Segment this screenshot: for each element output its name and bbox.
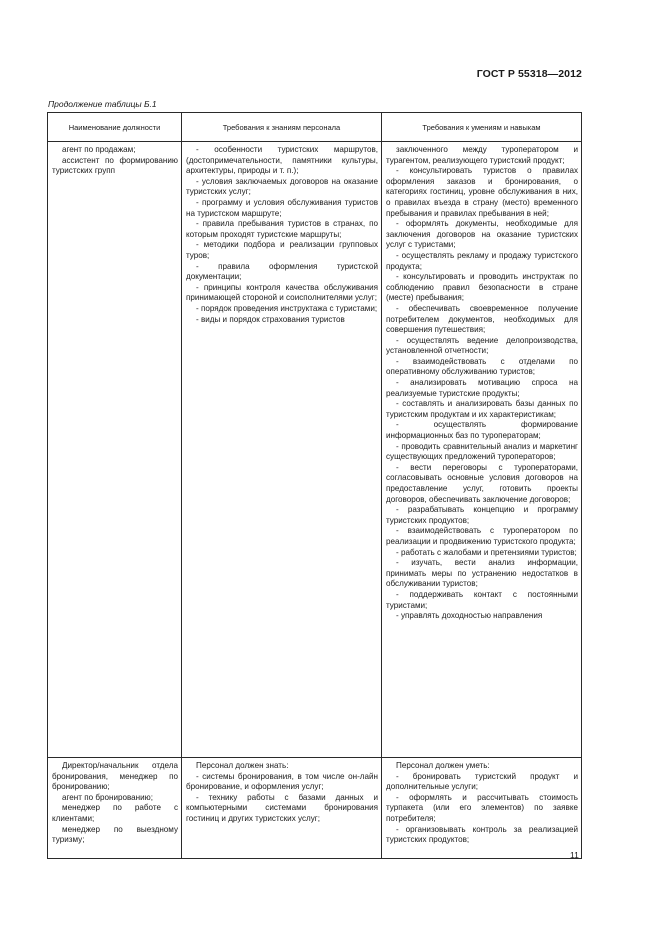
text-paragraph: - правила пребывания туристов в странах, по которым проходят туристские маршруты; bbox=[186, 219, 378, 239]
text-paragraph: - обеспечивать своевременное получение потребителем документов, необходимых для совершения путешествия; bbox=[386, 303, 578, 335]
table-continuation-caption: Продолжение таблицы Б.1 bbox=[48, 99, 157, 109]
text-paragraph: - условия заключаемых договоров на оказание туристских услуг; bbox=[186, 176, 378, 197]
text-paragraph: - консультировать и проводить инструктаж по соблюдению правил безопасности в стране (месте) пребывания; bbox=[386, 272, 578, 303]
page-number: 11 bbox=[570, 850, 579, 860]
text-paragraph: заключенного между туроператором и турагентом, реализующего туристский продукт; bbox=[386, 145, 578, 165]
text-paragraph: - разрабатывать концепцию и программу туристских продуктов; bbox=[386, 505, 578, 525]
text-paragraph: - поддерживать контакт с постоянными туристами; bbox=[386, 589, 578, 610]
knowledge-list bbox=[182, 758, 381, 858]
position-list bbox=[48, 142, 181, 757]
text-paragraph: менеджер по выездному туризму; bbox=[52, 824, 178, 845]
text-paragraph: - управлять доходностью направления bbox=[396, 611, 543, 621]
column-header-position: Наименование должности bbox=[48, 113, 182, 142]
text-paragraph: - работать с жалобами и претензиями туристов; bbox=[396, 547, 577, 557]
text-paragraph: Персонал должен знать: bbox=[196, 761, 289, 770]
text-paragraph: - анализировать мотивацию спроса на реализуемые туристские продукты; bbox=[386, 378, 578, 398]
text-paragraph: - осуществлять формирование информационных баз по туроператорам; bbox=[386, 420, 578, 441]
text-paragraph: менеджер по работе с клиентами; bbox=[52, 803, 178, 823]
requirements-table bbox=[47, 112, 582, 859]
text-paragraph: - проводить сравнительный анализ и маркетинг существующих предложений туроператоров; bbox=[386, 441, 578, 462]
skills-cell bbox=[382, 758, 582, 859]
text-paragraph: - программу и условия обслуживания туристов на туристском маршруте; bbox=[186, 197, 378, 218]
column-header-knowledge: Требования к знаниям персонала bbox=[182, 113, 382, 142]
text-paragraph: - методики подбора и реализации групповых туров; bbox=[186, 240, 378, 260]
position-cell bbox=[48, 758, 182, 859]
text-paragraph: - организовывать контроль за реализацией туристских продуктов; bbox=[386, 824, 578, 845]
text-paragraph: - порядок проведения инструктажа с туристами; bbox=[196, 303, 378, 313]
text-paragraph: - взаимодействовать с туроператором по реализации и продвижению туристского продукта; bbox=[386, 526, 578, 546]
text-paragraph: Директор/начальник отдела бронирования, менеджер по бронированию; bbox=[52, 761, 178, 792]
table-row bbox=[48, 142, 582, 758]
text-paragraph: ассистент по формированию туристских групп bbox=[52, 155, 178, 176]
text-paragraph: - оформлять и рассчитывать стоимость турпакета (или его элементов) по заявке потребителя; bbox=[386, 792, 578, 823]
skills-list bbox=[382, 758, 581, 858]
skills-list bbox=[382, 142, 581, 757]
text-paragraph: - составлять и анализировать базы данных по туристским продуктам и их характеристикам; bbox=[386, 399, 578, 419]
table-row bbox=[48, 758, 582, 859]
text-paragraph: - консультировать туристов о правилах оформления заказов и бронирования, о категориях гостиниц, уровне обслуживания в них, о правилах въезда в страну (место) временного пребывания и правилах пребывания в ней; bbox=[386, 166, 578, 218]
text-paragraph: - принципы контроля качества обслуживания принимающей стороной и соисполнителями услуг; bbox=[186, 282, 378, 303]
text-paragraph: - системы бронирования, в том числе он-лайн бронирование, и оформления услуг; bbox=[186, 771, 378, 792]
text-paragraph: агент по бронированию; bbox=[62, 792, 153, 802]
text-paragraph: - оформлять документы, необходимые для заключения договоров на оказание туристских услуг с туристами; bbox=[386, 219, 578, 250]
text-paragraph: - вести переговоры с туроператорами, согласовывать основные условия договоров на предоставление услуг, готовить проекты договоров, обеспечивать заключение договоров; bbox=[386, 462, 578, 504]
column-header-skills: Требования к умениям и навыкам bbox=[382, 113, 582, 142]
text-paragraph: - технику работы с базами данных и компьютерными системами бронирования гостиниц и других туристских услуг; bbox=[186, 792, 378, 823]
standard-designation: ГОСТ Р 55318—2012 bbox=[476, 68, 582, 80]
text-paragraph: - бронировать туристский продукт и дополнительные услуги; bbox=[386, 771, 578, 792]
table-header-row bbox=[48, 113, 582, 142]
position-cell bbox=[48, 142, 182, 758]
text-paragraph: Персонал должен уметь: bbox=[396, 761, 490, 770]
knowledge-cell bbox=[182, 758, 382, 859]
text-paragraph: - правила оформления туристской документации; bbox=[186, 261, 378, 282]
text-paragraph: - виды и порядок страхования туристов bbox=[196, 314, 345, 324]
knowledge-cell bbox=[182, 142, 382, 758]
text-paragraph: - осуществлять рекламу и продажу туристского продукта; bbox=[386, 250, 578, 271]
text-paragraph: - взаимодействовать с отделами по оперативному обслуживанию туристов; bbox=[386, 356, 578, 377]
text-paragraph: - изучать, вести анализ информации, принимать меры по устранению недостатков в обслуживании туристов; bbox=[386, 558, 578, 589]
position-list bbox=[48, 758, 181, 858]
text-paragraph: - особенности туристских маршрутов, (достопримечательности, памятники культуры, архитектуры, природы и т. п.); bbox=[186, 145, 378, 176]
knowledge-list bbox=[182, 142, 381, 757]
text-paragraph: агент по продажам; bbox=[62, 145, 136, 154]
skills-cell bbox=[382, 142, 582, 758]
text-paragraph: - осуществлять ведение делопроизводства, установленной отчетности; bbox=[386, 335, 578, 356]
